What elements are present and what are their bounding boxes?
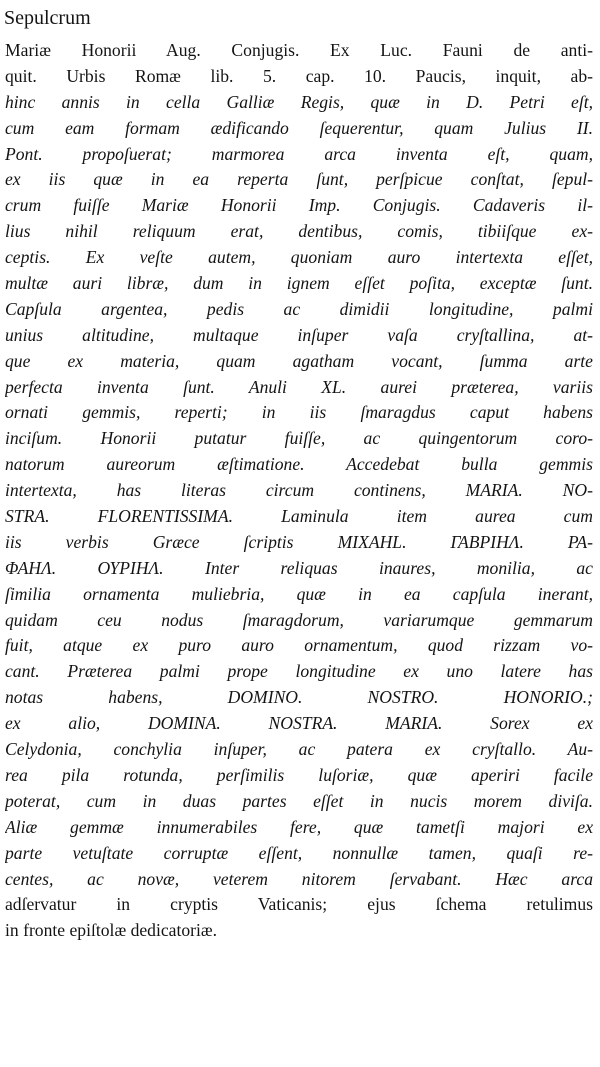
text-line: rea pila rotunda, perſimilis luſoriæ, quæ aperiri facile	[5, 764, 593, 785]
text-line: centes, ac novæ, veterem nitorem ſervabant. Hæc arca	[5, 868, 593, 889]
text-line: ornati gemmis, reperti; in iis ſmaragdus caput habens	[5, 402, 593, 423]
text-line: fuit, atque ex puro auro ornamentum, quod rizzam vo-	[5, 635, 593, 656]
text-line: unius altitudine, multaque inſuper vaſa cryſtallina, at-	[5, 324, 593, 345]
text-line: crum fuiſſe Mariæ Honorii Imp. Conjugis. Cadaveris il-	[5, 195, 593, 216]
text-line: Aliæ gemmæ innumerabiles fere, quæ tametſi majori ex	[5, 816, 593, 837]
text-line: adſervatur in cryptis Vaticanis; ejus ſchema retulimus	[5, 894, 593, 915]
text-line: STRA. FLORENTISSIMA. Laminula item aurea cum	[5, 506, 593, 527]
text-line: Capſula argentea, pedis ac dimidii longitudine, palmi	[5, 298, 593, 319]
text-line: Mariæ Honorii Aug. Conjugis. Ex Luc. Fauni de anti-	[5, 40, 593, 60]
page-heading: Sepulcrum	[4, 7, 91, 29]
text-line: poterat, cum in duas partes eſſet in nucis morem diviſa.	[5, 790, 593, 811]
text-line: intertexta, has literas circum continens, MARIA. NO-	[5, 480, 593, 501]
text-line: natorum aureorum æſtimatione. Accedebat bulla gemmis	[5, 454, 593, 475]
text-line: ex iis quæ in ea reperta ſunt, perſpicue conſtat, ſepul-	[5, 169, 593, 190]
text-line: Pont. propoſuerat; marmorea arca inventa eſt, quam,	[5, 143, 593, 164]
text-line: cum eam formam ædificando ſequerentur, quam Julius II.	[5, 117, 593, 138]
text-line: in fronte epiſtolæ dedicatoriæ.	[5, 920, 218, 941]
text-line: lius nihil reliquum erat, dentibus, comis, tibiiſque ex-	[5, 221, 593, 242]
text-line: notas habens, DOMINO. NOSTRO. HONORIO.;	[5, 687, 593, 708]
text-line: Celydonia, conchylia inſuper, ac patera ex cryſtallo. Au-	[5, 739, 593, 760]
text-line: ceptis. Ex veſte autem, quoniam auro intertexta eſſet,	[5, 247, 593, 268]
text-line: quidam ceu nodus ſmaragdorum, variarumque gemmarum	[5, 609, 593, 630]
text-line: ex alio, DOMINA. NOSTRA. MARIA. Sorex ex	[5, 713, 593, 734]
text-line: hinc annis in cella Galliæ Regis, quæ in D. Petri eſt,	[5, 91, 593, 112]
text-line: cant. Præterea palmi prope longitudine ex uno latere has	[5, 661, 593, 682]
text-line: quit. Urbis Romæ lib. 5. cap. 10. Paucis, inquit, ab-	[5, 65, 593, 86]
text-line: ΦΑΗΛ. ΟΥΡΙΗΛ. Inter reliquas inaures, monilia, ac	[5, 557, 593, 578]
body-text	[5, 38, 593, 944]
text-line: multæ auri libræ, dum in ignem eſſet poſita, exceptæ ſunt.	[5, 273, 593, 294]
text-line: ſimilia ornamenta muliebria, quæ in ea capſula inerant,	[5, 583, 593, 604]
text-line: que ex materia, quam agatham vocant, ſumma arte	[5, 350, 593, 371]
text-line: parte vetuſtate corruptæ eſſent, nonnullæ tamen, quaſi re-	[5, 842, 593, 863]
text-line: iis verbis Græce ſcriptis MIXAHL. ΓΑΒΡΙΗΛ. ΡΑ-	[5, 531, 593, 552]
text-line: perfecta inventa ſunt. Anuli XL. aurei præterea, variis	[5, 376, 593, 397]
text-line: inciſum. Honorii putatur fuiſſe, ac quingentorum coro-	[5, 428, 593, 449]
